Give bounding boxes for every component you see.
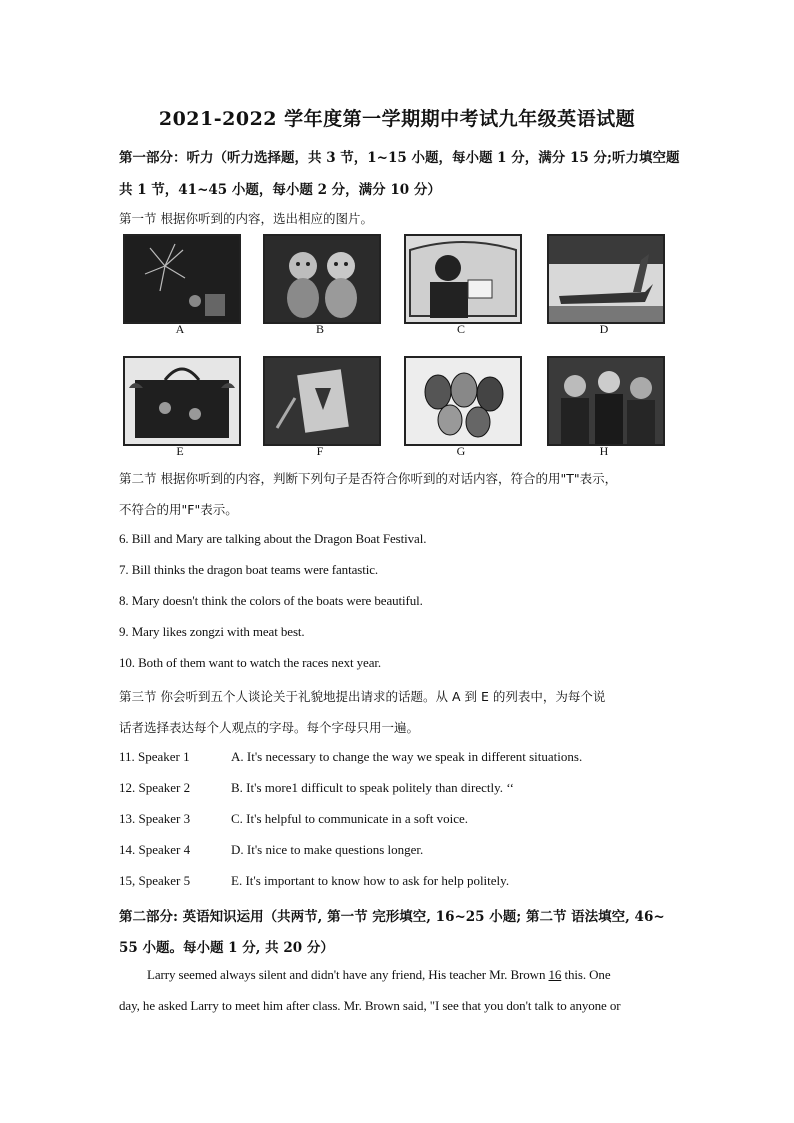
section2-instruction-line2: 不符合的用"F"表示。 (119, 502, 238, 517)
speaker-option: D. It's nice to make questions longer. (231, 842, 424, 857)
speaker-label: 11. Speaker 1 (119, 749, 190, 764)
picture-d (547, 234, 665, 324)
tf-item: 9. Mary likes zongzi with meat best. (119, 624, 305, 639)
picture-label-e: E (176, 444, 184, 458)
man-reading-icon (406, 236, 520, 322)
speaker-option: C. It's helpful to communicate in a soft voice. (231, 811, 469, 826)
speaker-option: E. It's important to know how to ask for help politely. (231, 873, 510, 888)
page-title: 2021-2022 学年度第一学期期中考试九年级英语试题 (158, 108, 636, 130)
speaker-option: A. It's necessary to change the way we speak in different situations. (231, 749, 583, 764)
cloze-text: this. One (561, 967, 611, 982)
picture-label-c: C (456, 322, 465, 336)
picture-f (263, 356, 381, 446)
section1-instruction: 第一节 根据你听到的内容，选出相应的图片。 (119, 211, 373, 226)
section3-instruction-line1: 第三节 你会听到五个人谈论关于礼貌地提出请求的话题。从 A 到 E 的列表中，为每个说 (119, 689, 606, 704)
picture-label-a: A (175, 322, 185, 336)
picture-h (547, 356, 665, 446)
paper-cutting-icon (265, 358, 379, 444)
dolls-icon (265, 236, 379, 322)
speaker-label: 13. Speaker 3 (119, 811, 191, 826)
part2-heading-line1: 第二部分: 英语知识运用（共两节, 第一节 完形填空, 16~25 小题; 第二节 语法填空, 46~ (119, 909, 665, 925)
speaker-option: B. It's more1 difficult to speak politely than directly. ‘‘ (231, 780, 514, 795)
speaker-label: 12. Speaker 2 (119, 780, 191, 795)
people-group-icon (549, 358, 663, 444)
gift-bag-icon (125, 358, 239, 444)
part1-heading-line1: 第一部分：听力（听力选择题，共 3 节，1~15 小题，每小题 1 分，满分 15 分;听力填空题 (119, 150, 680, 166)
picture-e (123, 356, 241, 446)
picture-label-f: F (316, 444, 324, 458)
cloze-blank-16: 16 (548, 967, 562, 982)
tf-item: 7. Bill thinks the dragon boat teams were fantastic. (119, 562, 379, 577)
picture-g (404, 356, 522, 446)
section2-instruction-line1: 第二节 根据你听到的内容，判断下列句子是否符合你听到的对话内容，符合的用"T"表示， (119, 471, 618, 486)
picture-c (404, 234, 522, 324)
picture-b (263, 234, 381, 324)
picture-label-d: D (599, 322, 609, 336)
cloze-text: Larry seemed always silent and didn't have any friend, His teacher Mr. Brown (147, 967, 549, 982)
speaker-label: 15, Speaker 5 (119, 873, 191, 888)
part1-heading-line2: 共 1 节，41~45 小题，每小题 2 分，满分 10 分） (119, 182, 441, 198)
tf-item: 10. Both of them want to watch the races next year. (119, 655, 382, 670)
fireworks-night-icon (125, 236, 239, 322)
cloze-paragraph-line2: day, he asked Larry to meet him after class. Mr. Brown said, "I see that you don't talk to anyone or (119, 998, 621, 1013)
speaker-label: 14. Speaker 4 (119, 842, 191, 857)
picture-label-h: H (599, 444, 609, 458)
picture-label-b: B (315, 322, 324, 336)
tf-item: 6. Bill and Mary are talking about the Dragon Boat Festival. (119, 531, 427, 546)
dragon-boat-icon (549, 236, 663, 322)
part2-heading-line2: 55 小题。每小题 1 分, 共 20 分） (119, 940, 334, 956)
easter-eggs-icon (406, 358, 520, 444)
picture-a (123, 234, 241, 324)
cloze-paragraph-line1 (147, 967, 679, 983)
section3-instruction-line2: 话者选择表达每个人观点的字母。每个字母只用一遍。 (119, 720, 420, 735)
tf-item: 8. Mary doesn't think the colors of the boats were beautiful. (119, 593, 423, 608)
picture-label-g: G (456, 444, 466, 458)
